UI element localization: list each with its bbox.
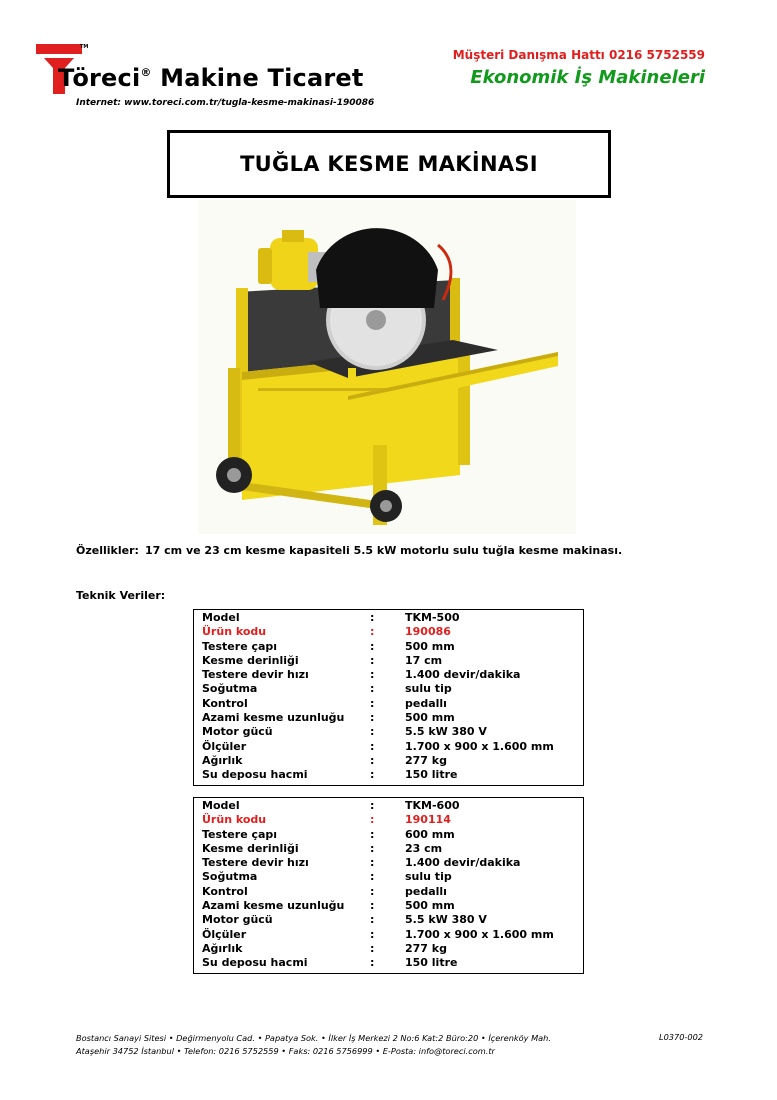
spec-value: 17 cm (405, 653, 443, 667)
spec-separator: : (370, 753, 375, 767)
spec-separator: : (370, 639, 375, 653)
spec-key: Ürün kodu (202, 813, 267, 827)
spec-value: TKM-500 (405, 611, 460, 624)
spec-value: 150 litre (405, 768, 458, 782)
spec-separator: : (370, 927, 375, 941)
spec-key: Kontrol (202, 884, 248, 898)
spec-separator: : (370, 813, 375, 827)
spec-value: 1.400 devir/dakika (405, 668, 521, 682)
spec-row (194, 870, 583, 884)
spec-row (194, 942, 583, 956)
spec-value: sulu tip (405, 682, 452, 696)
tech-data-label: Teknik Veriler: (76, 589, 166, 602)
spec-key: Motor gücü (202, 913, 273, 927)
spec-row (194, 799, 583, 813)
spec-value: 277 kg (405, 941, 447, 955)
spec-separator: : (370, 799, 375, 812)
spec-value: 190086 (405, 625, 451, 639)
page-title: TUĞLA KESME MAKİNASI (240, 152, 538, 176)
spec-separator: : (370, 711, 375, 725)
spec-separator: : (370, 913, 375, 927)
spec-value: 500 mm (405, 899, 455, 913)
spec-row (194, 899, 583, 913)
spec-key: Testere devir hızı (202, 668, 309, 682)
spec-key: Motor gücü (202, 725, 273, 739)
spec-separator: : (370, 611, 375, 624)
spec-row (194, 856, 583, 870)
spec-row (194, 885, 583, 899)
spec-key: Testere çapı (202, 639, 278, 653)
spec-row (194, 828, 583, 842)
internet-link[interactable]: Internet: www.toreci.com.tr/tugla-kesme-makinasi-190086 (76, 98, 375, 108)
spec-separator: : (370, 725, 375, 739)
spec-separator: : (370, 768, 375, 782)
spec-value: pedallı (405, 696, 447, 710)
product-image-brick-cutter (198, 200, 576, 534)
spec-row (194, 913, 583, 927)
spec-key: Model (202, 611, 240, 624)
spec-row (194, 768, 583, 782)
spec-row (194, 740, 583, 754)
spec-value: 1.400 devir/dakika (405, 856, 521, 870)
spec-key: Soğutma (202, 682, 258, 696)
footer-address (76, 1032, 551, 1058)
spec-row (194, 813, 583, 827)
document-code: L0370-002 (659, 1032, 703, 1042)
spec-key: Testere çapı (202, 827, 278, 841)
spec-separator: : (370, 739, 375, 753)
spec-row (194, 625, 583, 639)
spec-separator: : (370, 941, 375, 955)
spec-row (194, 842, 583, 856)
brand-name (58, 64, 364, 92)
spec-separator: : (370, 841, 375, 855)
page-title-box (167, 130, 611, 198)
features-label: Özellikler: (76, 544, 139, 557)
spec-value: 5.5 kW 380 V (405, 913, 487, 927)
customer-hotline: Müşteri Danışma Hattı 0216 5752559 (452, 48, 705, 62)
spec-key: Su deposu hacmi (202, 768, 308, 782)
spec-row (194, 668, 583, 682)
spec-key: Ağırlık (202, 941, 243, 955)
spec-value: 23 cm (405, 841, 443, 855)
spec-separator: : (370, 653, 375, 667)
spec-value: TKM-600 (405, 799, 460, 812)
spec-key: Ölçüler (202, 927, 247, 941)
spec-row (194, 711, 583, 725)
spec-row (194, 682, 583, 696)
spec-separator: : (370, 682, 375, 696)
spec-value: 150 litre (405, 956, 458, 970)
spec-separator: : (370, 696, 375, 710)
spec-row (194, 640, 583, 654)
brand-name-main: Töreci (58, 64, 141, 92)
spec-separator: : (370, 956, 375, 970)
spec-value: 600 mm (405, 827, 455, 841)
spec-key: Kesme derinliği (202, 653, 299, 667)
features-text: 17 cm ve 23 cm kesme kapasiteli 5.5 kW motorlu sulu tuğla kesme makinası. (145, 544, 623, 557)
spec-separator: : (370, 856, 375, 870)
spec-value: 500 mm (405, 711, 455, 725)
spec-row (194, 725, 583, 739)
spec-value: pedallı (405, 884, 447, 898)
spec-separator: : (370, 899, 375, 913)
spec-row (194, 754, 583, 768)
spec-value: 5.5 kW 380 V (405, 725, 487, 739)
footer-line-1: Bostancı Sanayi Sitesi • Değirmenyolu Cad. • Papatya Sok. • İlker İş Merkezi 2 No:6 Kat:2 Büro:20 • İçerenköy Mah. (76, 1033, 551, 1043)
spec-value: 1.700 x 900 x 1.600 mm (405, 927, 554, 941)
spec-key: Kesme derinliği (202, 841, 299, 855)
spec-separator: : (370, 668, 375, 682)
spec-row (194, 654, 583, 668)
spec-key: Azami kesme uzunluğu (202, 899, 345, 913)
spec-row (194, 697, 583, 711)
spec-separator: : (370, 827, 375, 841)
spec-value: 190114 (405, 813, 451, 827)
trademark-mark: TM (80, 44, 89, 50)
spec-value: 277 kg (405, 753, 447, 767)
spec-key: Su deposu hacmi (202, 956, 308, 970)
spec-key: Azami kesme uzunluğu (202, 711, 345, 725)
registered-mark: ® (140, 66, 152, 79)
spec-separator: : (370, 884, 375, 898)
spec-key: Testere devir hızı (202, 856, 309, 870)
spec-separator: : (370, 870, 375, 884)
spec-row (194, 956, 583, 970)
spec-table-tkm-600 (193, 797, 584, 974)
spec-key: Ağırlık (202, 753, 243, 767)
brand-name-rest: Makine Ticaret (160, 64, 364, 92)
spec-value: 1.700 x 900 x 1.600 mm (405, 739, 554, 753)
spec-table-tkm-500 (193, 609, 584, 786)
spec-value: 500 mm (405, 639, 455, 653)
footer-line-2: Ataşehir 34752 İstanbul • Telefon: 0216 5752559 • Faks: 0216 5756999 • E-Posta: info@toreci.com.tr (76, 1046, 495, 1056)
spec-key: Kontrol (202, 696, 248, 710)
spec-value: sulu tip (405, 870, 452, 884)
spec-row (194, 928, 583, 942)
spec-key: Ölçüler (202, 739, 247, 753)
spec-separator: : (370, 625, 375, 639)
spec-key: Model (202, 799, 240, 812)
spec-key: Soğutma (202, 870, 258, 884)
spec-row (194, 611, 583, 625)
spec-key: Ürün kodu (202, 625, 267, 639)
company-tagline: Ekonomik İş Makineleri (470, 67, 705, 88)
